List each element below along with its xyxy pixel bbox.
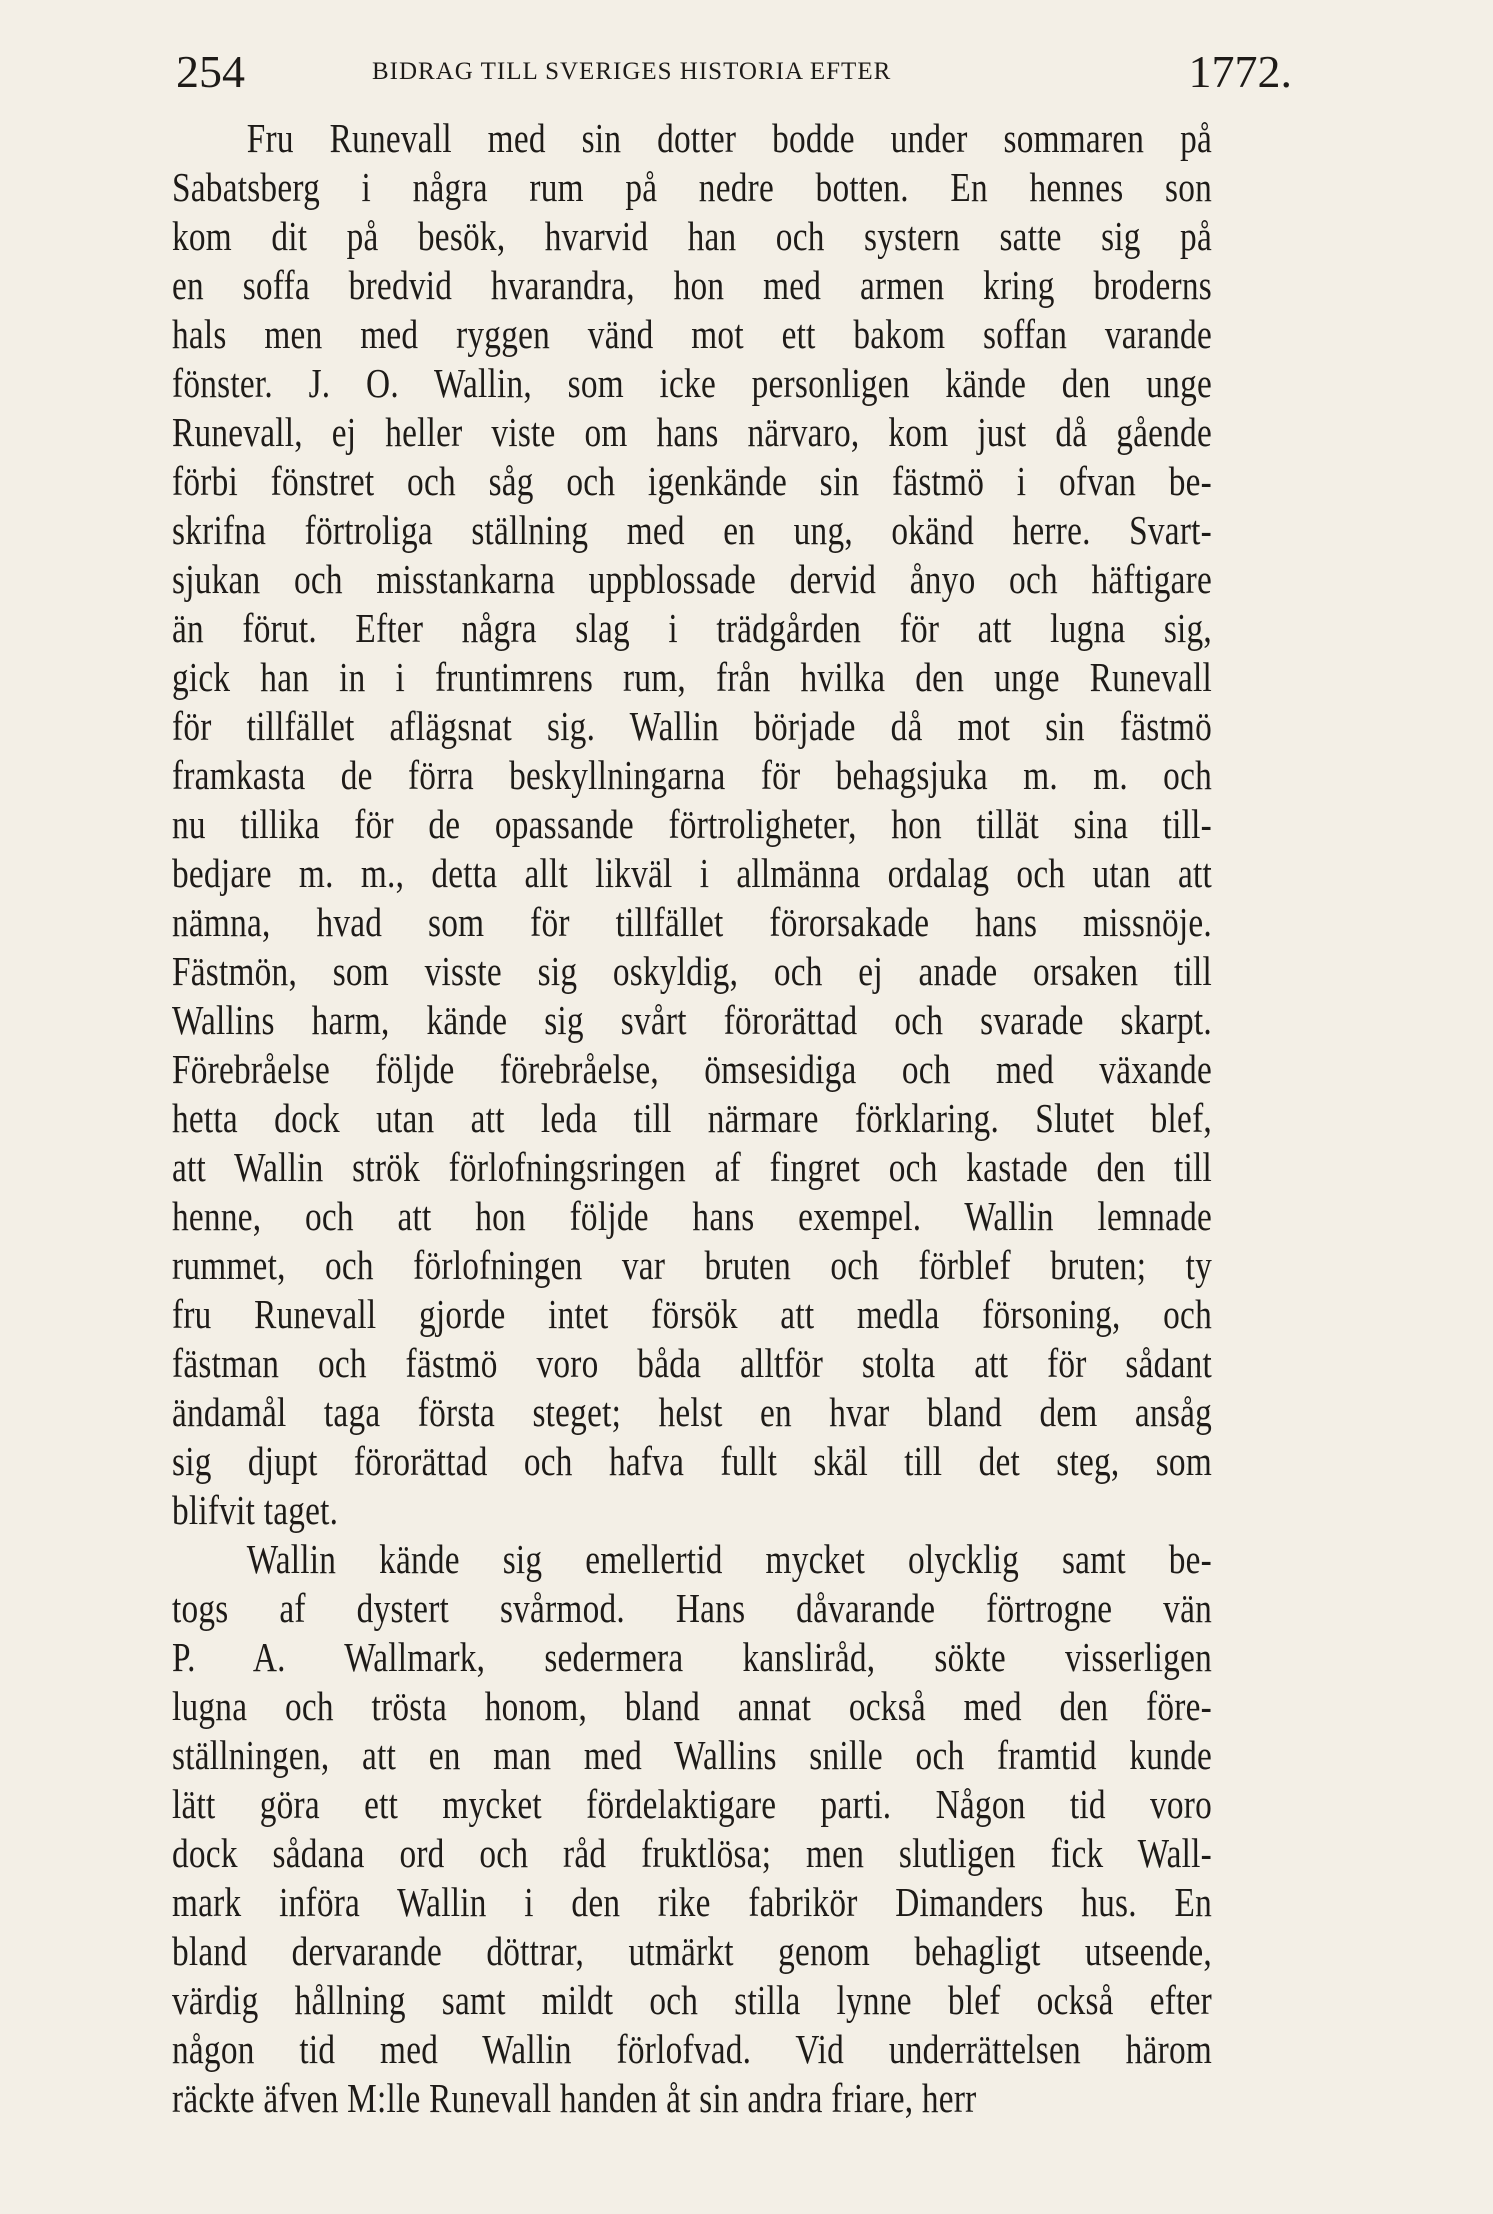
text-line: sig djupt förorättad och hafva fullt skäl till det steg, som: [172, 1438, 1212, 1484]
text-line: blifvit taget.: [172, 1487, 339, 1533]
text-line: någon tid med Wallin förlofvad. Vid underrättelsen härom: [172, 2026, 1212, 2072]
text-line: räckte äfven M:lle Runevall handen åt sin andra friare, herr: [172, 2075, 977, 2121]
page-number: 254: [176, 46, 245, 97]
body-text: [172, 114, 1212, 2123]
text-line: för tillfället aflägsnat sig. Wallin började då mot sin fästmö: [172, 703, 1212, 749]
text-line: att Wallin strök förlofningsringen af fingret och kastade den till: [172, 1144, 1212, 1190]
text-line: framkasta de förra beskyllningarna för behagsjuka m. m. och: [172, 752, 1212, 798]
text-line: mark införa Wallin i den rike fabrikör Dimanders hus. En: [172, 1879, 1212, 1925]
text-line: en soffa bredvid hvarandra, hon med armen kring broderns: [172, 262, 1212, 308]
text-line: Runevall, ej heller viste om hans närvaro, kom just då gående: [172, 409, 1212, 455]
text-line: nu tillika för de opassande förtroligheter, hon tillät sina till-: [172, 801, 1212, 847]
text-line: kom dit på besök, hvarvid han och systern satte sig på: [172, 213, 1212, 259]
text-line: bedjare m. m., detta allt likväl i allmänna ordalag och utan att: [172, 850, 1212, 896]
text-line: fru Runevall gjorde intet försök att medla försoning, och: [172, 1291, 1212, 1337]
text-line: dock sådana ord och råd fruktlösa; men slutligen fick Wall-: [172, 1830, 1212, 1876]
text-line: gick han in i fruntimrens rum, från hvilka den unge Runevall: [172, 654, 1212, 700]
text-line: bland dervarande döttrar, utmärkt genom behagligt utseende,: [172, 1928, 1212, 1974]
text-line: hals men med ryggen vänd mot ett bakom soffan varande: [172, 311, 1212, 357]
running-head: BIDRAG TILL SVERIGES HISTORIA EFTER: [372, 58, 892, 85]
text-line: lätt göra ett mycket fördelaktigare parti. Någon tid voro: [172, 1781, 1212, 1827]
text-line: Wallins harm, kände sig svårt förorättad och svarade skarpt.: [172, 997, 1212, 1043]
text-line: fönster. J. O. Wallin, som icke personligen kände den unge: [172, 360, 1212, 406]
text-line: Sabatsberg i några rum på nedre botten. En hennes son: [172, 164, 1212, 210]
text-line: hetta dock utan att leda till närmare förklaring. Slutet blef,: [172, 1095, 1212, 1141]
text-line: henne, och att hon följde hans exempel. Wallin lemnade: [172, 1193, 1212, 1239]
text-line: sjukan och misstankarna uppblossade dervid ånyo och häftigare: [172, 556, 1212, 602]
text-line: Fru Runevall med sin dotter bodde under sommaren på: [246, 115, 1212, 161]
text-line: ställningen, att en man med Wallins snille och framtid kunde: [172, 1732, 1212, 1778]
text-line: togs af dystert svårmod. Hans dåvarande förtrogne vän: [172, 1585, 1212, 1631]
text-line: lugna och trösta honom, bland annat också med den före-: [172, 1683, 1212, 1729]
text-line: skrifna förtroliga ställning med en ung, okänd herre. Svart-: [172, 507, 1212, 553]
page-header: [176, 44, 1292, 100]
text-line: Wallin kände sig emellertid mycket olycklig samt be-: [246, 1536, 1212, 1582]
text-line: Fästmön, som visste sig oskyldig, och ej anade orsaken till: [172, 948, 1212, 994]
text-line: än förut. Efter några slag i trädgården för att lugna sig,: [172, 605, 1212, 651]
header-year: 1772.: [1188, 46, 1292, 97]
text-line: värdig hållning samt mildt och stilla lynne blef också efter: [172, 1977, 1212, 2023]
text-line: P. A. Wallmark, sedermera kansliråd, sökte visserligen: [172, 1634, 1212, 1680]
text-line: Förebråelse följde förebråelse, ömsesidiga och med växande: [172, 1046, 1212, 1092]
text-line: förbi fönstret och såg och igenkände sin fästmö i ofvan be-: [172, 458, 1212, 504]
text-line: nämna, hvad som för tillfället förorsakade hans missnöje.: [172, 899, 1212, 945]
text-line: rummet, och förlofningen var bruten och förblef bruten; ty: [172, 1242, 1212, 1288]
text-line: fästman och fästmö voro båda alltför stolta att för sådant: [172, 1340, 1212, 1386]
text-line: ändamål taga första steget; helst en hvar bland dem ansåg: [172, 1389, 1212, 1435]
